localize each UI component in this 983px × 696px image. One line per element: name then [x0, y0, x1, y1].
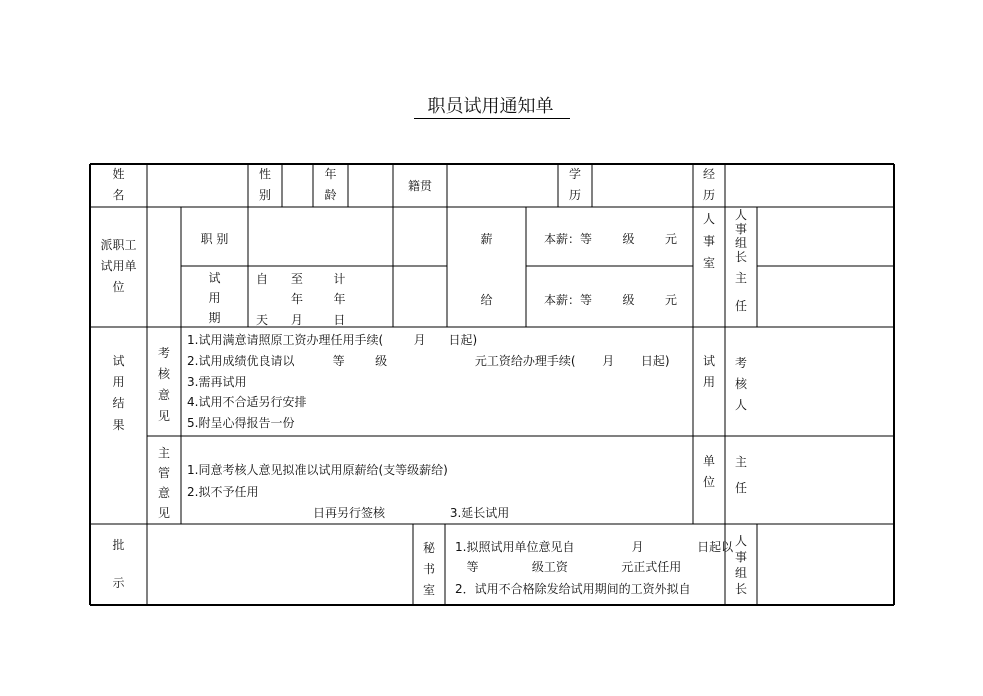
supervisor-label: 主 管 意 见: [157, 446, 170, 520]
trial-unit-label-top: 试 用: [702, 354, 715, 390]
unit-director-sign[interactable]: [758, 437, 893, 523]
position-field[interactable]: [249, 208, 392, 265]
assessor-sign[interactable]: [758, 328, 893, 435]
name-field[interactable]: [148, 165, 247, 206]
hr-leader-sign[interactable]: [758, 208, 893, 265]
form-title-text: 职员试用通知单: [414, 96, 570, 119]
secretary-option-3: 2．试用不合格除发给试用期间的工资外拟自: [455, 582, 691, 596]
dept-field[interactable]: [148, 208, 180, 326]
assessment-label: 考 核 意 见: [157, 346, 170, 423]
approval-label: 批 示: [112, 538, 125, 590]
assess-option-2: 2.试用成绩优良请以 等 级 元工资给办理手续( 月 日起): [187, 354, 670, 368]
hr-director-sign[interactable]: [758, 267, 893, 326]
form-title: [0, 92, 983, 118]
experience-label: 经 历: [702, 167, 715, 202]
trial-result-label: 试 用 结 果: [112, 354, 125, 432]
final-hr-leader-label: 人 事 组 长: [734, 534, 747, 596]
position-label: 职 别: [200, 232, 229, 246]
supervisor-option-2: 2.拟不予任用: [187, 485, 259, 499]
origin-label: 籍贯: [407, 179, 432, 193]
trial-dates-line3: 天 月 日: [256, 313, 346, 327]
experience-field[interactable]: [726, 165, 893, 206]
assess-option-5: 5.附呈心得报告一份: [187, 416, 295, 430]
trial-dates-line1: 自 至 计: [256, 272, 346, 286]
assess-option-1: 1.试用满意请照原工资办理任用手续( 月 日起): [187, 333, 478, 347]
gender-label: 性 别: [258, 167, 271, 202]
supervisor-option-3: 日再另行签核 3.延长试用: [313, 506, 510, 520]
trial-dates-line2: 年 年: [291, 292, 346, 306]
base-salary-2: 本薪：等 级 元: [544, 293, 678, 307]
trial-unit-label-bottom: 单 位: [702, 454, 715, 490]
salary-label-bottom: 给: [480, 293, 493, 307]
hr-director-label: 主 任: [734, 271, 747, 313]
origin-field[interactable]: [448, 165, 557, 206]
age-field[interactable]: [349, 165, 392, 206]
hr-office-label: 人 事 室: [702, 212, 715, 270]
final-hr-leader-sign[interactable]: [758, 525, 893, 604]
age-label: 年 龄: [324, 167, 337, 202]
gender-field[interactable]: [283, 165, 312, 206]
unit-director-label: 主 任: [734, 455, 747, 495]
assess-option-4: 4.试用不合适另行安排: [187, 395, 307, 409]
secretary-option-2: 等 级工资 元正式任用: [455, 560, 682, 574]
approval-field[interactable]: [148, 525, 412, 604]
dept-label: 派职工 试用单 位: [100, 238, 137, 294]
supervisor-option-1: 1.同意考核人意见拟准以试用原薪给(支等级薪给): [187, 463, 448, 477]
secretary-option-1: 1.拟照试用单位意见自 月 日起以: [455, 540, 734, 554]
base-salary-1: 本薪：等 级 元: [544, 232, 678, 246]
assess-option-3: 3.需再试用: [187, 375, 247, 389]
name-label: 姓 名: [112, 167, 125, 202]
secretary-label: 秘 书 室: [422, 541, 435, 597]
education-label: 学 历: [568, 167, 581, 202]
trial-label: 试 用 期: [208, 271, 221, 325]
salary-label-top: 薪: [480, 232, 493, 246]
education-field[interactable]: [593, 165, 692, 206]
hr-leader-label: 人 事 组 长: [734, 208, 747, 264]
assessor-label: 考 核 人: [734, 356, 747, 412]
